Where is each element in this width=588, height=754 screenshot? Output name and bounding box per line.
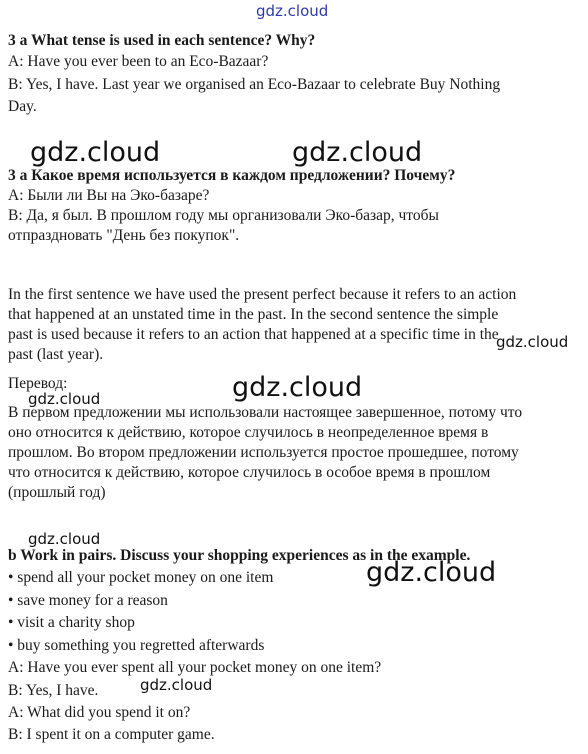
- watermark: gdz.cloud: [28, 530, 101, 548]
- translation-label: Перевод:: [8, 375, 68, 392]
- example-dialogue-line: B: I spent it on a computer game.: [8, 726, 215, 743]
- dialogue-line: A: Have you ever been to an Eco-Bazaar?: [8, 53, 269, 70]
- exercise-heading-ru: 3 a Какое время используется в каждом предложении? Почему?: [8, 167, 456, 184]
- translation-line: что относится к действию, которое случилось в особое время в прошлом: [8, 464, 491, 481]
- watermark: gdz.cloud: [366, 557, 497, 588]
- dialogue-line-ru: В: Да, я был. В прошлом году мы организовали Эко-базар, чтобы: [8, 207, 439, 224]
- translation-line: (прошлый год): [8, 484, 106, 501]
- example-dialogue-line: A: Have you ever spent all your pocket money on one item?: [8, 659, 382, 676]
- bullet-item: • save money for a reason: [8, 592, 168, 609]
- answer-line: past (last year).: [8, 346, 104, 363]
- watermark: gdz.cloud: [140, 676, 213, 694]
- translation-line: В первом предложении мы использовали настоящее завершенное, потому что: [8, 404, 523, 421]
- translation-line: оно относится к действию, которое случилось в неопределенное время в: [8, 424, 489, 441]
- watermark: gdz.cloud: [256, 2, 329, 20]
- dialogue-line-ru: отпраздновать "День без покупок".: [8, 227, 240, 244]
- example-dialogue-line: B: Yes, I have.: [8, 682, 99, 699]
- bullet-item: • buy something you regretted afterwards: [8, 637, 265, 654]
- bullet-item: • visit a charity shop: [8, 614, 135, 631]
- answer-line: In the first sentence we have used the present perfect because it refers to an action: [8, 286, 517, 303]
- dialogue-line: Day.: [8, 98, 37, 115]
- translation-line: прошлом. Во втором предложении используется простое прошедшее, потому: [8, 444, 519, 461]
- dialogue-line-ru: А: Были ли Вы на Эко-базаре?: [8, 187, 210, 204]
- example-dialogue-line: A: What did you spend it on?: [8, 704, 191, 721]
- watermark: gdz.cloud: [28, 390, 101, 408]
- dialogue-line: B: Yes, I have. Last year we organised an Eco-Bazaar to celebrate Buy Nothing: [8, 76, 501, 93]
- exercise-b-heading: b Work in pairs. Discuss your shopping experiences as in the example.: [8, 547, 471, 564]
- exercise-heading: 3 a What tense is used in each sentence? Why?: [8, 32, 316, 49]
- watermark: gdz.cloud: [496, 333, 569, 351]
- watermark: gdz.cloud: [232, 372, 363, 403]
- bullet-item: • spend all your pocket money on one item: [8, 569, 274, 586]
- answer-line: that happened at an unstated time in the past. In the second sentence the simple: [8, 306, 499, 323]
- watermark: gdz.cloud: [292, 137, 423, 168]
- answer-line: past is used because it refers to an action that happened at a specific time in the: [8, 326, 499, 343]
- watermark: gdz.cloud: [30, 137, 161, 168]
